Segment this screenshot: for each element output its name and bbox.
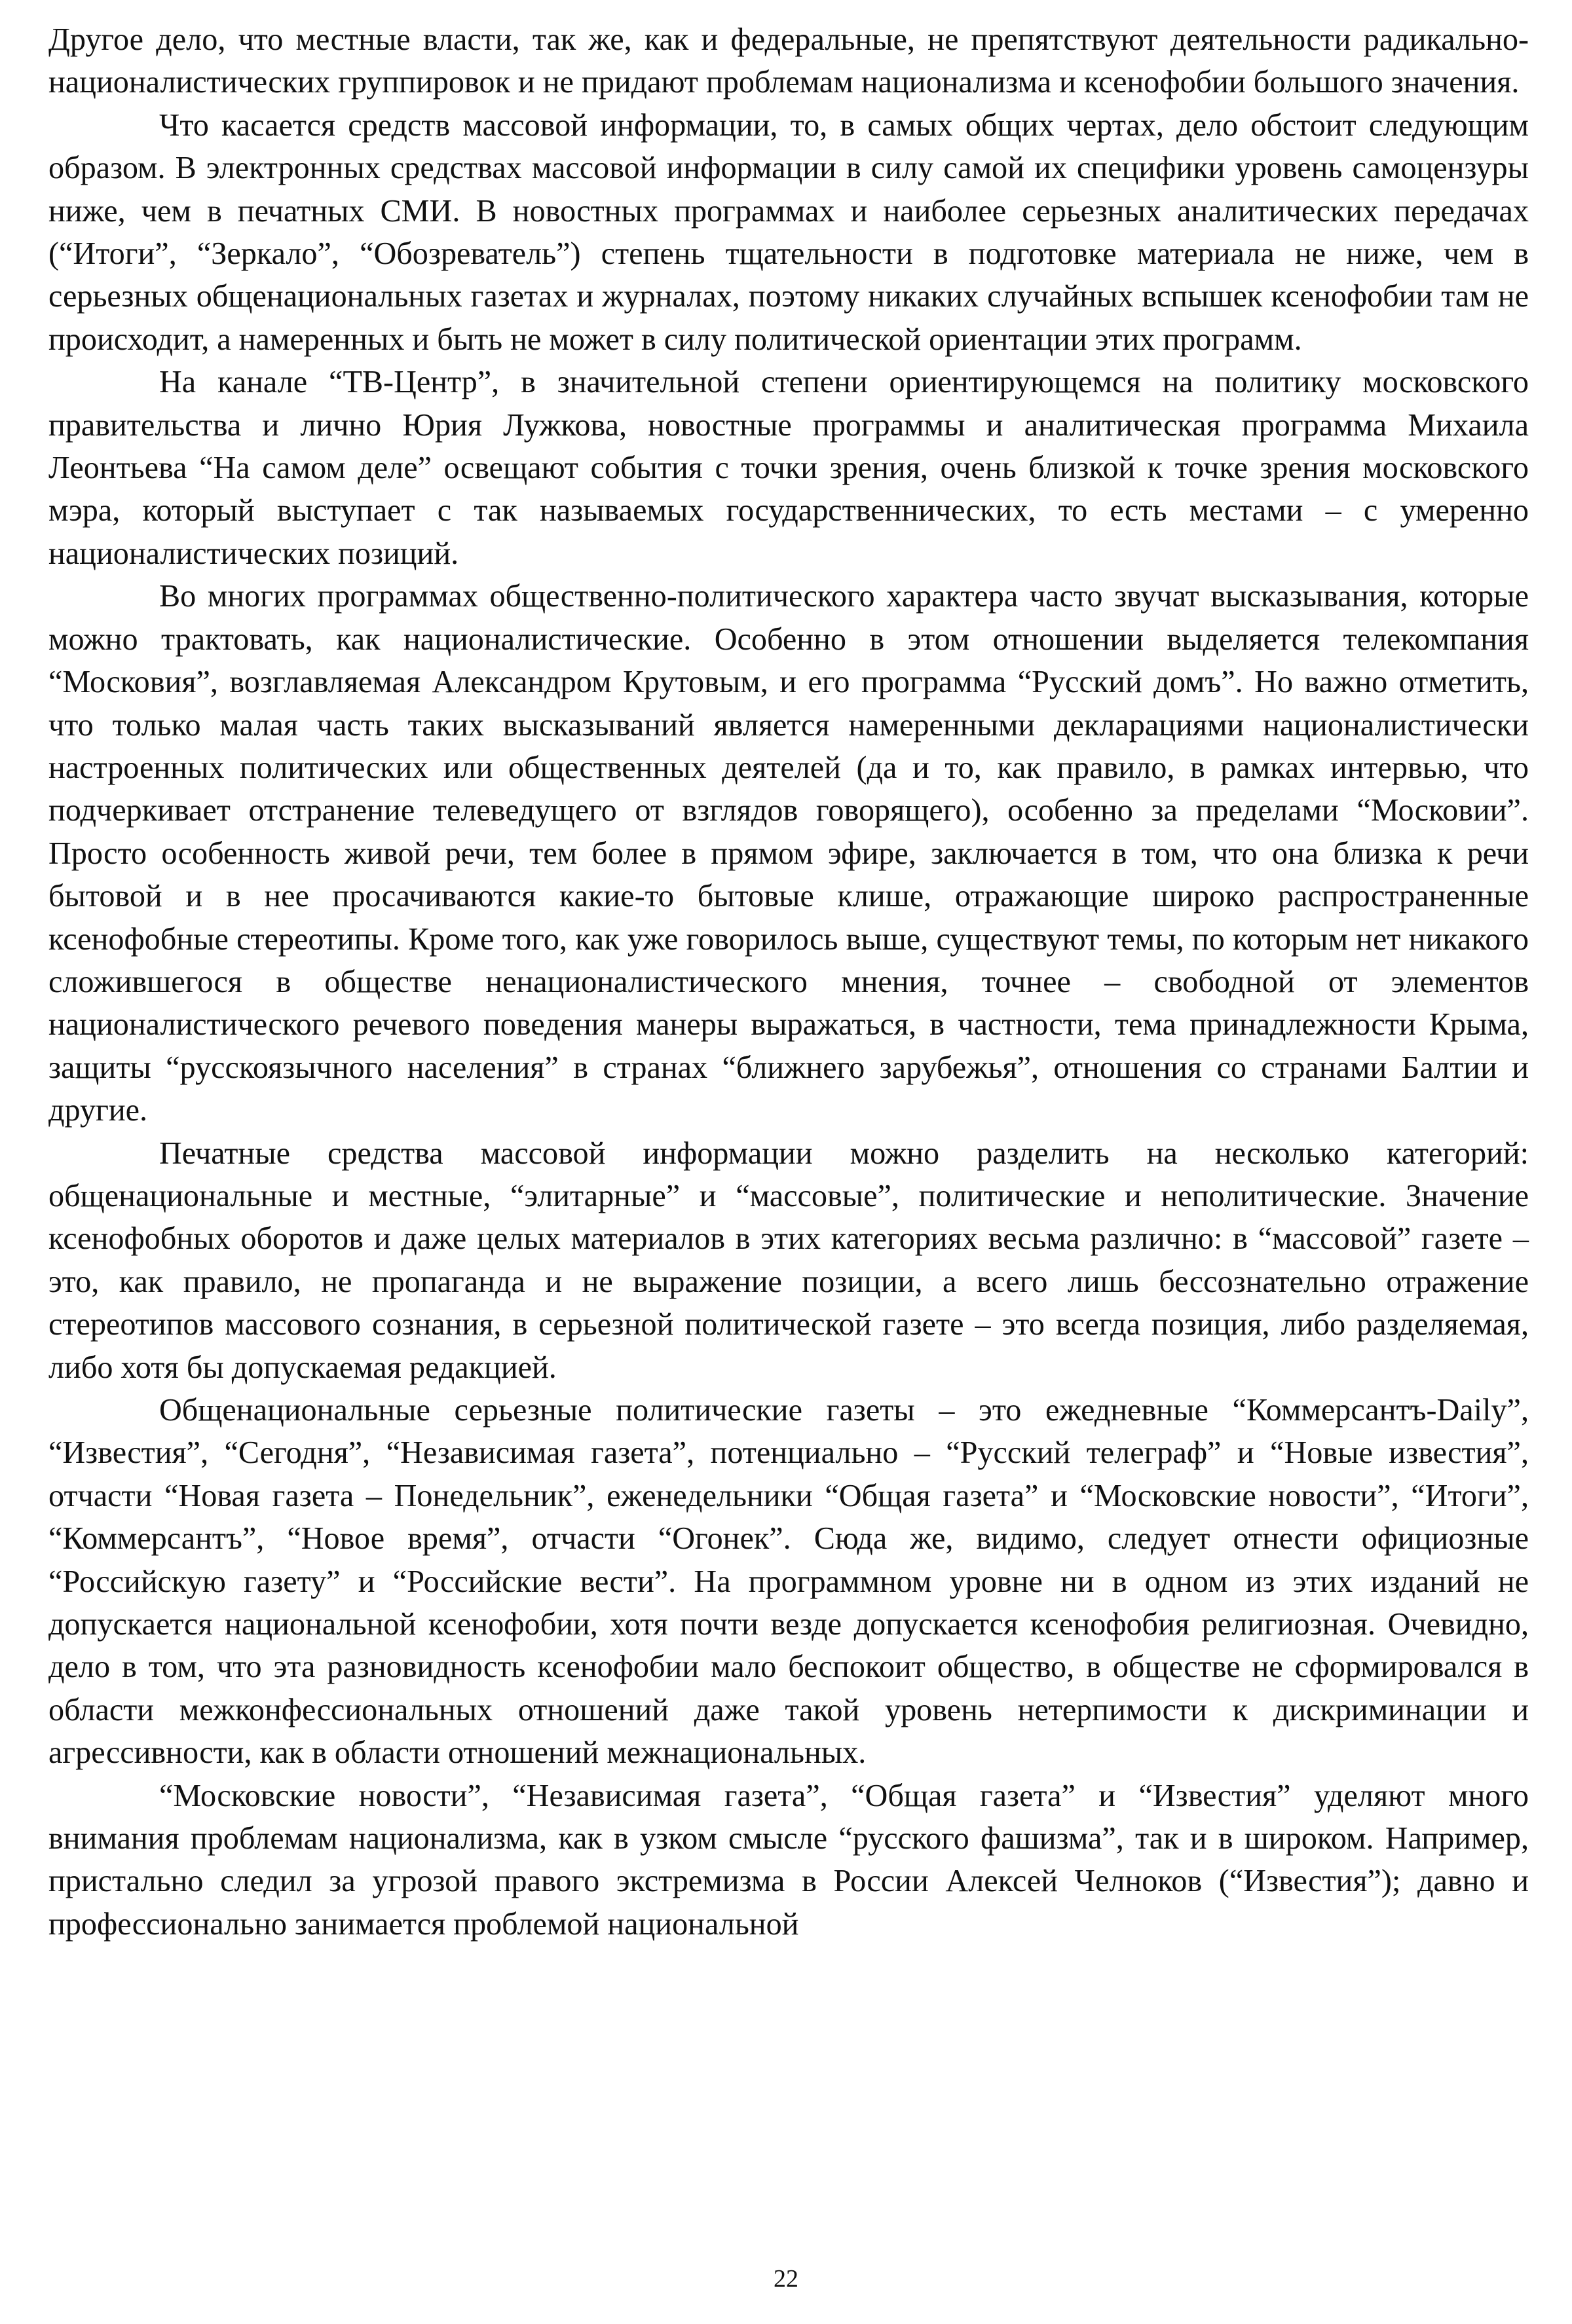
paragraph-3: На канале “ТВ-Центр”, в значительной степени ориентирующемся на политику московского правительства и лично Юрия Лужкова, новостные программы и аналитическая программа Михаила Леонтьева “На самом деле” освещают события с точки зрения, очень близкой к точке зрения московского мэра, который выступает с так называемых государственнических, то есть местами – с умеренно националистических позиций.	[48, 365, 1529, 571]
page-number: 22	[774, 2265, 798, 2293]
paragraph-7: “Московские новости”, “Независимая газета”, “Общая газета” и “Известия” уделяют много внимания проблемам национализма, как в узком смысле “русского фашизма”, так и в широком. Например, пристально следил за угрозой правого экстремизма в России Алексей Челноков (“Известия”); давно и профессионально занимается проблемой национальной	[48, 1778, 1529, 1942]
paragraph-6: Общенациональные серьезные политические газеты – это ежедневные “Коммерсантъ-Daily”, “Известия”, “Сегодня”, “Независимая газета”, потенциально – “Русский телеграф” и “Новые известия”, отчасти “Новая газета – Понедельник”, еженедельники “Общая газета” и “Московские новости”, “Итоги”, “Коммерсантъ”, “Новое время”, отчасти “Огонек”. Сюда же, видимо, следует отнести официозные “Российскую газету” и “Российские вести”. На программном уровне ни в одном из этих изданий не допускается национальной ксенофобии, хотя почти везде допускается ксенофобия религиозная. Очевидно, дело в том, что эта разновидность ксенофобии мало беспокоит общество, в обществе не сформировался в области межконфессиональных отношений даже такой уровень нетерпимости к дискриминации и агрессивности, как в области отношений межнациональных.	[48, 1393, 1529, 1771]
paragraph-5: Печатные средства массовой информации можно разделить на несколько категорий: общенациональные и местные, “элитарные” и “массовые”, политические и неполитические. Значение ксенофобных оборотов и даже целых материалов в этих категориях весьма различно: в “массовой” газете – это, как правило, не пропаганда и не выражение позиции, а всего лишь бессознательно отражение стереотипов массового сознания, в серьезной политической газете – это всегда позиция, либо разделяемая, либо хотя бы допускаемая редакцией.	[48, 1135, 1529, 1385]
paragraph-4: Во многих программах общественно-политического характера часто звучат высказывания, которые можно трактовать, как националистические. Особенно в этом отношении выделяется телекомпания “Московия”, возглавляемая Александром Крутовым, и его программа “Русский домъ”. Но важно отметить, что только малая часть таких высказываний является намеренными декларациями националистически настроенных политических или общественных деятелей (да и то, как правило, в рамках интервью, что подчеркивает отстранение телеведущего от взглядов говорящего), особенно за пределами “Московии”. Просто особенность живой речи, тем более в прямом эфире, заключается в том, что она близка к речи бытовой и в нее просачиваются какие-то бытовые клише, отражающие широко распространенные ксенофобные стереотипы. Кроме того, как уже говорилось выше, существуют темы, по которым нет никакого сложившегося в обществе ненационалистического мнения, точнее – свободной от элементов националистического речевого поведения манеры выражаться, в частности, тема принадлежности Крыма, защиты “русскоязычного населения” в странах “ближнего зарубежья”, отношения со странами Балтии и другие.	[48, 579, 1529, 1128]
paragraph-2: Что касается средств массовой информации, то, в самых общих чертах, дело обстоит следующим образом. В электронных средствах массовой информации в силу самой их специфики уровень самоцензуры ниже, чем в печатных СМИ. В новостных программах и наиболее серьезных аналитических передачах (“Итоги”, “Зеркало”, “Обозреватель”) степень тщательности в подготовке материала не ниже, чем в серьезных общенациональных газетах и журналах, поэтому никаких случайных вспышек ксенофобии там не происходит, а намеренных и быть не может в силу политической ориентации этих программ.	[48, 107, 1529, 357]
paragraph-1: Другое дело, что местные власти, так же, как и федеральные, не препятствуют деятельности радикально-националистических группировок и не придают проблемам национализма и ксенофобии большого значения.	[48, 22, 1529, 100]
